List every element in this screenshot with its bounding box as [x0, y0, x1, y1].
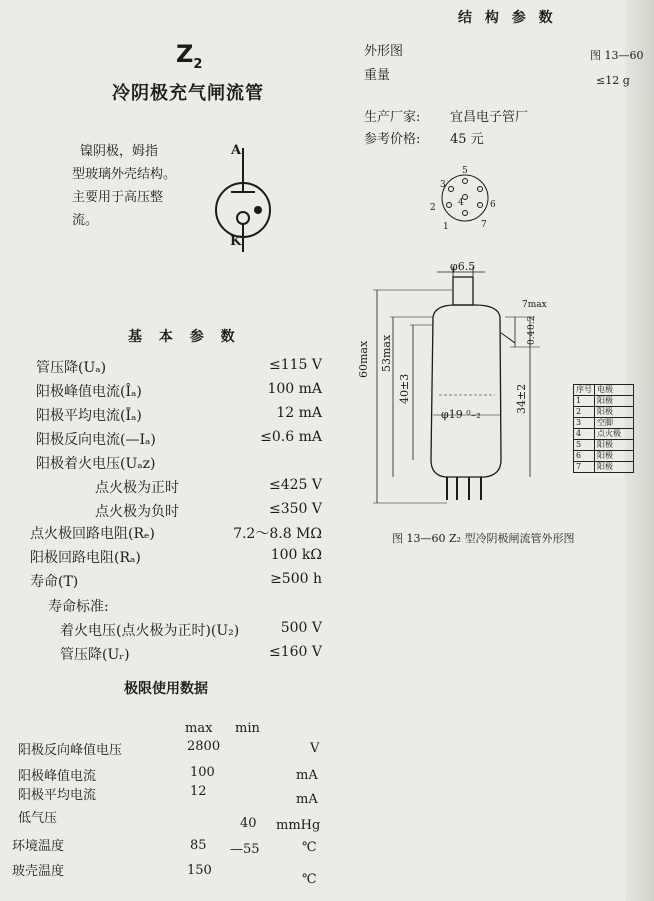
- limits-title: 极限使用数据: [124, 681, 208, 697]
- dim-top: φ6.5: [450, 260, 476, 273]
- maker-label: 生产厂家:: [364, 110, 421, 125]
- pin-table: [573, 384, 634, 473]
- table-cell: 阳极: [595, 440, 634, 451]
- table-cell: 空脚: [595, 418, 634, 429]
- pin-number: 3: [440, 180, 446, 190]
- param-row: 管压降(Uₐ) ≤115 V: [36, 357, 322, 376]
- limits-row: 低气压 40 mmHg: [18, 811, 321, 833]
- price-label: 参考价格:: [364, 132, 421, 147]
- dim-53: 53max: [380, 334, 393, 372]
- figure-caption: 图 13—60 Z₂ 型冷阴极闸流管外形图: [392, 532, 575, 545]
- param-row: 寿命(T) ≥500 h: [30, 571, 322, 590]
- table-row: [574, 407, 634, 418]
- table-cell: 3: [574, 418, 595, 429]
- table-cell: 阳极: [595, 396, 634, 407]
- param-row: 阳极着火电压(Uₐz): [36, 456, 156, 472]
- pin-number: 6: [490, 200, 496, 210]
- table-cell: 2: [574, 407, 595, 418]
- table-cell: 阳极: [595, 407, 634, 418]
- limits-col-max: max: [185, 721, 213, 736]
- limits-row: 环境温度 85 —55 ℃: [12, 838, 317, 857]
- dim-7: 7max: [522, 300, 547, 310]
- price-value: 45 元: [450, 132, 484, 147]
- pin-number: 7: [481, 220, 487, 230]
- table-header-cell: 电极: [595, 385, 634, 396]
- basic-params-title: 基 本 参 数: [128, 329, 241, 345]
- table-row: [574, 440, 634, 451]
- param-row: 阳极平均电流(Īₐ) 12 mA: [36, 405, 322, 424]
- param-row: 阳极峰值电流(Îₐ) 100 mA: [36, 381, 322, 400]
- dim-40: 40±3: [398, 373, 411, 404]
- tube-title: 冷阴极充气闸流管: [112, 83, 264, 104]
- table-row: [574, 418, 634, 429]
- param-row: 阳极反向电流(—Iₐ) ≤0.6 mA: [36, 429, 322, 448]
- table-cell: 1: [574, 396, 595, 407]
- tube-description: 镍阴极，姆指 型玻璃外壳结构。 主要用于高压整 流。: [72, 144, 177, 228]
- fig-reference: 图 13—60: [590, 49, 644, 62]
- dim-body: φ19 ⁰₋₂: [441, 408, 481, 421]
- weight-label: 重量: [364, 68, 391, 83]
- tube-name: $Z_2$: [176, 40, 203, 72]
- dim-60: 60max: [357, 340, 370, 378]
- dim-02: 0.2: [527, 315, 537, 330]
- weight-value: ≤12 g: [596, 74, 630, 87]
- param-row: 点火极为正时 ≤425 V: [95, 477, 322, 496]
- table-row: [574, 396, 634, 407]
- tube-outline-drawing: [355, 255, 580, 520]
- param-row: 点火极为负时 ≤350 V: [95, 501, 322, 520]
- table-cell: 5: [574, 440, 595, 451]
- param-row: 着火电压(点火极为正时)(U₂) 500 V: [60, 620, 322, 639]
- dim-04: 0.4: [527, 330, 537, 345]
- table-row: [574, 462, 634, 473]
- outline-label: 外形图: [364, 44, 404, 59]
- maker-value: 宜昌电子管厂: [450, 110, 529, 125]
- param-row: 管压降(Uᵣ) ≤160 V: [60, 644, 322, 663]
- pin-number: 5: [462, 166, 468, 176]
- pin-number: 4: [458, 198, 464, 208]
- table-cell: 6: [574, 451, 595, 462]
- table-row: [574, 385, 634, 396]
- section-title: 结 构 参 数: [458, 10, 557, 26]
- table-cell: 4: [574, 429, 595, 440]
- tube-symbol-icon: [205, 140, 285, 255]
- dim-34: 34±2: [515, 383, 528, 414]
- cathode-label: K: [230, 234, 242, 249]
- table-cell: 点火极: [595, 429, 634, 440]
- pin-number: 1: [443, 222, 449, 232]
- limits-col-min: min: [235, 721, 260, 736]
- param-row: 寿命标准:: [48, 599, 109, 615]
- table-header-cell: 序号: [574, 385, 595, 396]
- limits-row: 玻壳温度 150 ℃: [12, 863, 317, 887]
- table-cell: 阳极: [595, 451, 634, 462]
- limits-row: 阳极平均电流 12 mA: [18, 784, 318, 807]
- param-row: 阳极回路电阻(Rₐ) 100 kΩ: [30, 547, 322, 566]
- table-cell: 阳极: [595, 462, 634, 473]
- table-cell: 7: [574, 462, 595, 473]
- limits-row: 阳极峰值电流 100 mA: [18, 765, 318, 784]
- table-row: [574, 429, 634, 440]
- anode-label: A: [231, 143, 242, 158]
- limits-row: 阳极反向峰值电压 2800 V: [18, 739, 320, 758]
- pin-number: 2: [430, 203, 436, 213]
- param-row: 点火极回路电阻(Rₑ) 7.2～8.8 MΩ: [30, 526, 322, 542]
- table-row: [574, 451, 634, 462]
